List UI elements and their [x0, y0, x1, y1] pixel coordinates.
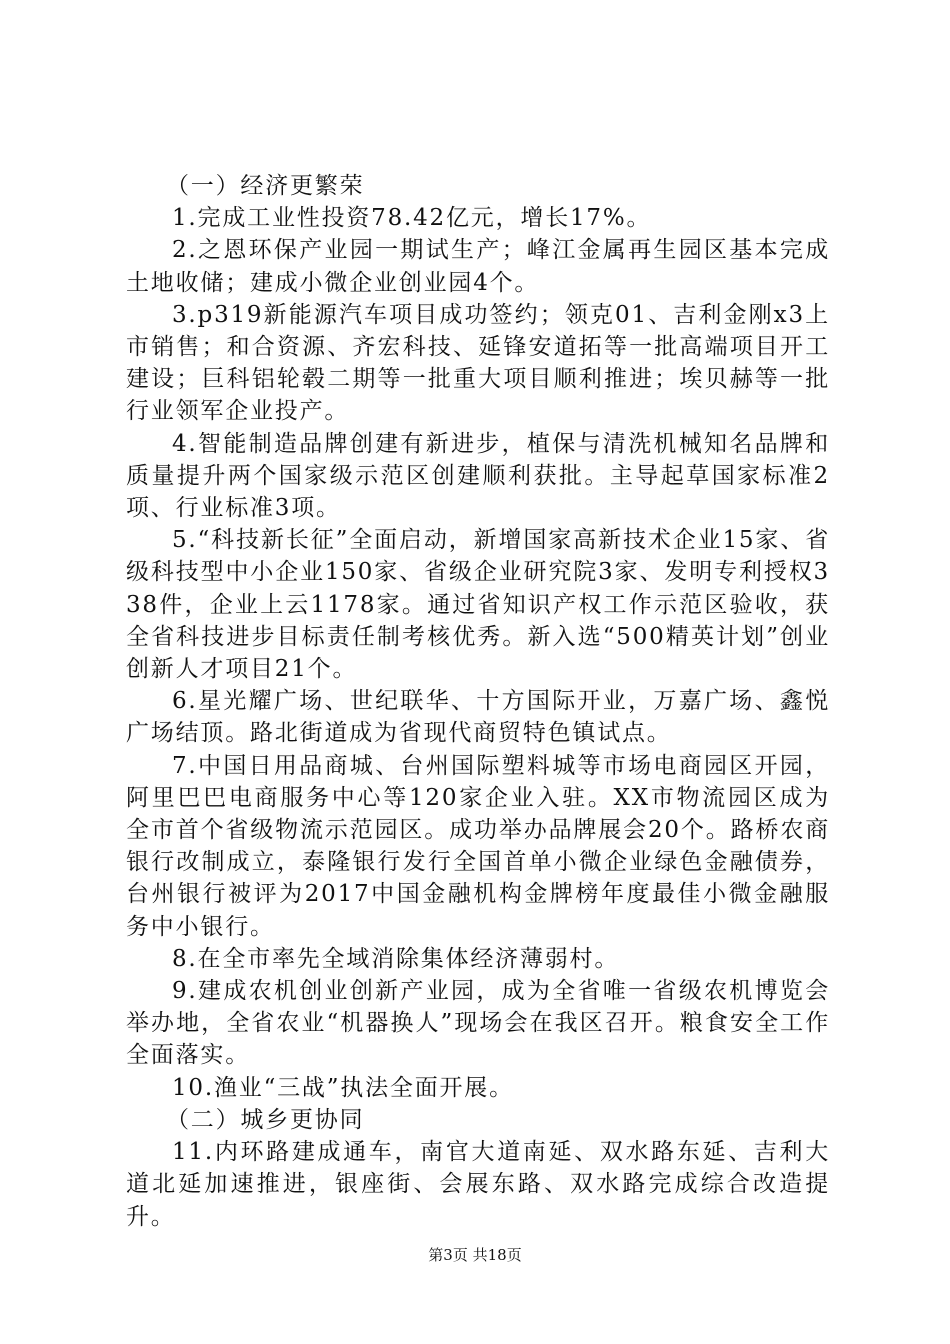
list-item: 5.“科技新长征”全面启动，新增国家高新技术企业15家、省级科技型中小企业150家、省级企业研究院3家、发明专利授权338件，企业上云1178家。通过省知识产权工作示范区验收，获全省科技进步目标责任制考核优秀。新入选“500精英计划”创业创新人才项目21个。 — [126, 527, 830, 683]
document-body — [126, 170, 830, 1233]
list-item: 6.星光耀广场、世纪联华、十方国际开业，万嘉广场、鑫悦广场结顶。路北街道成为省现代商贸特色镇试点。 — [126, 688, 830, 747]
list-item: 1.完成工业性投资78.42亿元，增长17%。 — [172, 205, 652, 232]
list-item: 8.在全市率先全域消除集体经济薄弱村。 — [172, 945, 620, 972]
list-item: 3.p319新能源汽车项目成功签约；领克01、吉利金刚x3上市销售；和合资源、齐宏科技、延锋安道拓等一批高端项目开工建设；巨科铝轮毂二期等一批重大项目顺利推进；埃贝赫等一批行业领军企业投产。 — [126, 301, 830, 425]
list-item: 2.之恩环保产业园一期试生产；峰江金属再生园区基本完成土地收储；建成小微企业创业园4个。 — [126, 237, 830, 296]
page-number-footer: 第3页 共18页 — [428, 1246, 522, 1264]
section-heading-urban-rural: （二）城乡更协同 — [166, 1106, 365, 1133]
list-item: 9.建成农机创业创新产业园，成为全省唯一省级农机博览会举办地，全省农业“机器换人”现场会在我区召开。粮食安全工作全面落实。 — [126, 978, 830, 1069]
list-item: 10.渔业“三战”执法全面开展。 — [172, 1074, 514, 1101]
list-item: 7.中国日用品商城、台州国际塑料城等市场电商园区开园，阿里巴巴电商服务中心等120家企业入驻。XX市物流园区成为全市首个省级物流示范园区。成功举办品牌展会20个。路桥农商银行改制成立，泰隆银行发行全国首单小微企业绿色金融债券，台州银行被评为2017中国金融机构金牌榜年度最佳小微金融服务中小银行。 — [126, 752, 830, 940]
section-heading-economy: （一）经济更繁荣 — [166, 173, 365, 199]
list-item: 11.内环路建成通车，南官大道南延、双水路东延、吉利大道北延加速推进，银座街、会展东路、双水路完成综合改造提升。 — [126, 1139, 830, 1230]
list-item: 4.智能制造品牌创建有新进步，植保与清洗机械知名品牌和质量提升两个国家级示范区创建顺利获批。主导起草国家标准2项、行业标准3项。 — [126, 430, 830, 522]
